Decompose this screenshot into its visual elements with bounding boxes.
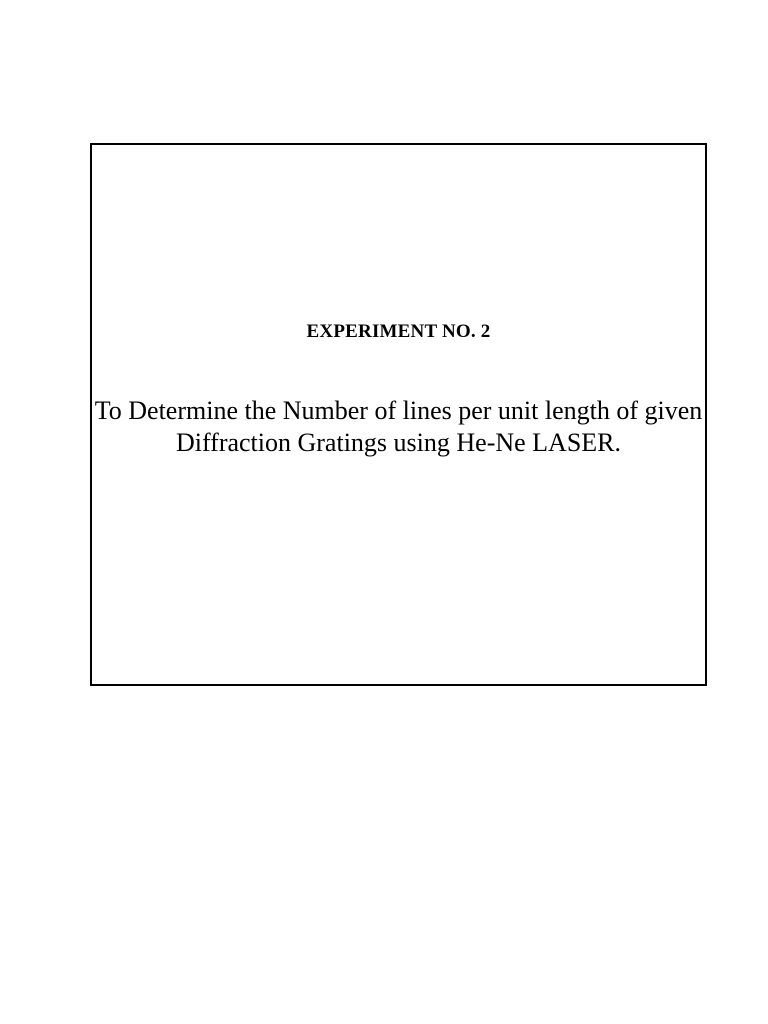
aim-line-2: Diffraction Gratings using He-Ne LASER.	[175, 428, 622, 457]
experiment-heading: EXPERIMENT NO. 2	[306, 321, 491, 342]
experiment-aim	[92, 395, 705, 459]
aim-line-1: To Determine the Number of lines per unit length of given	[94, 396, 703, 425]
title-box	[90, 143, 707, 686]
